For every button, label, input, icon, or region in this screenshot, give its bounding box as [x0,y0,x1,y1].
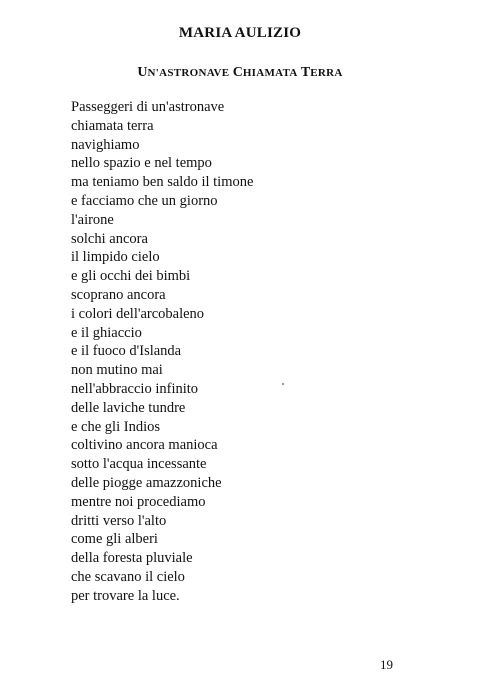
poem-line: e che gli Indios [71,418,160,435]
poem-line: navighiamo [71,136,140,153]
poem-line: ma teniamo ben saldo il timone [71,174,254,191]
poem-line: Passeggeri di un'astronave [71,99,225,115]
poem-line: chiamata terra [71,117,154,134]
poem-line: nello spazio e nel tempo [71,155,212,172]
poem-line: coltivino ancora manioca [71,437,218,454]
poem-line: sotto l'acqua incessante [71,456,207,473]
poem-line: dritti verso l'alto [71,512,167,529]
poem-line: scoprano ancora [71,286,166,303]
poem-line: come gli alberi [71,531,158,548]
print-speck [282,383,284,385]
poem-line: i colori dell'arcobaleno [71,305,205,322]
poem-line: mentre noi procediamo [71,493,206,510]
poem-line: nell'abbraccio infinito [71,380,199,397]
poem-line: delle piogge amazzoniche [71,474,222,491]
poem-line: solchi ancora [71,230,148,247]
poem-line: che scavano il cielo [71,568,185,585]
poem-line: della foresta pluviale [71,550,193,567]
poem-line: l'airone [71,211,114,228]
poem-line: e gli occhi dei bimbi [71,268,191,285]
page-number: 19 [380,657,393,672]
poem-line: non mutino mai [71,362,163,379]
poem-title: UN'ASTRONAVE CHIAMATA TERRA [137,65,343,80]
author-name: MARIA AULIZIO [178,25,302,41]
poem-line: il limpido cielo [71,249,160,266]
poem-line: e facciamo che un giorno [71,192,218,209]
poem-line: e il ghiaccio [71,324,142,341]
poem-line: delle laviche tundre [71,399,186,416]
poem-line: e il fuoco d'Islanda [71,343,182,360]
poem-line: per trovare la luce. [71,587,180,604]
poem-body [71,98,253,606]
